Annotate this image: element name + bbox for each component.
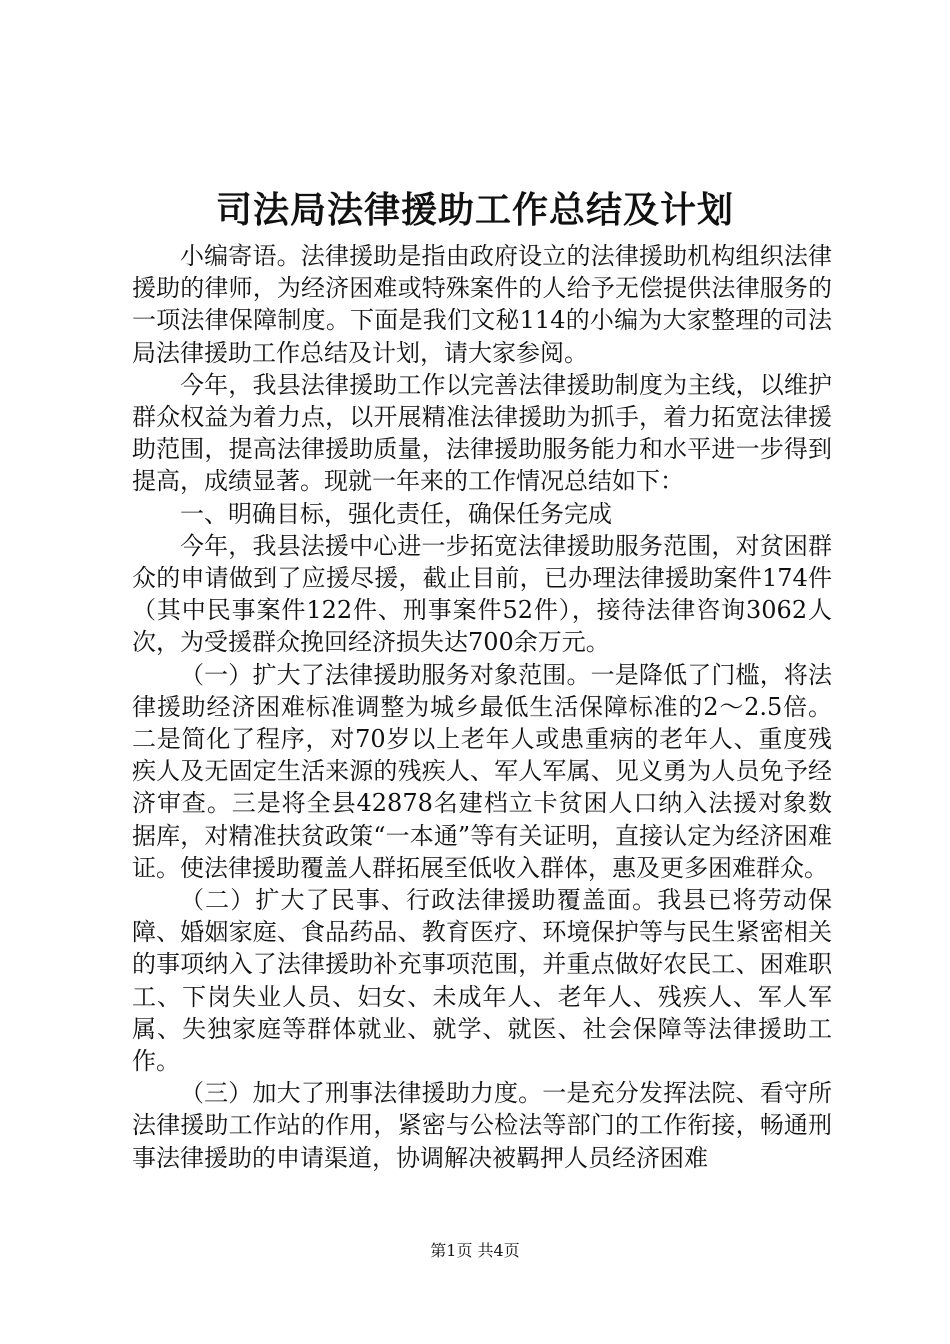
document-title: 司法局法律援助工作总结及计划 bbox=[215, 189, 734, 231]
paragraph-intro: 小编寄语。法律援助是指由政府设立的法律援助机构组织法律援助的律师，为经济困难或特殊案件的人给予无偿提供法律服务的一项法律保障制度。下面是我们文秘114的小编为大家整理的司法局法律援助工作总结及计划，请大家参阅。 bbox=[132, 242, 832, 367]
document-body bbox=[132, 240, 832, 1174]
page-footer: 第1页 共4页 bbox=[430, 1241, 520, 1260]
paragraph-point-3: （三）加大了刑事法律援助力度。一是充分发挥法院、看守所法律援助工作站的作用，紧密与公检法等部门的工作衔接，畅通刑事法律援助的申请渠道，协调解决被羁押人员经济困难 bbox=[132, 1079, 832, 1172]
paragraph-summary: 今年，我县法律援助工作以完善法律援助制度为主线，以维护群众权益为着力点，以开展精准法律援助为抓手，着力拓宽法律援助范围，提高法律援助质量，法律援助服务能力和水平进一步得到提高，成绩显著。现就一年来的工作情况总结如下： bbox=[132, 370, 832, 496]
paragraph-statistics: 今年，我县法援中心进一步拓宽法律援助服务范围，对贫困群众的申请做到了应援尽援，截止目前，已办理法律援助案件174件（其中民事案件122件、刑事案件52件），接待法律咨询3062人次，为受援群众挽回经济损失达700余万元。 bbox=[132, 531, 832, 657]
paragraph-point-1: （一）扩大了法律援助服务对象范围。一是降低了门槛，将法律援助经济困难标准调整为城乡最低生活保障标准的2～2.5倍。二是简化了程序，对70岁以上老年人或患重病的老年人、重度残疾人及无固定生活来源的残疾人、军人军属、见义勇为人员免予经济审查。三是将全县42878名建档立卡贫困人口纳入法援对象数据库，对精准扶贫政策“一本通”等有关证明，直接认定为经济困难证。使法律援助覆盖人群拓展至低收入群体，惠及更多困难群众。 bbox=[132, 660, 832, 882]
section-heading-1: 一、明确目标，强化责任，确保任务完成 bbox=[180, 499, 612, 528]
paragraph-point-2: （二）扩大了民事、行政法律援助覆盖面。我县已将劳动保障、婚姻家庭、食品药品、教育医疗、环境保护等与民生紧密相关的事项纳入了法律援助补充事项范围，并重点做好农民工、困难职工、下岗失业人员、妇女、未成年人、老年人、残疾人、军人军属、失独家庭等群体就业、就学、就医、社会保障等法律援助工作。 bbox=[132, 886, 832, 1076]
